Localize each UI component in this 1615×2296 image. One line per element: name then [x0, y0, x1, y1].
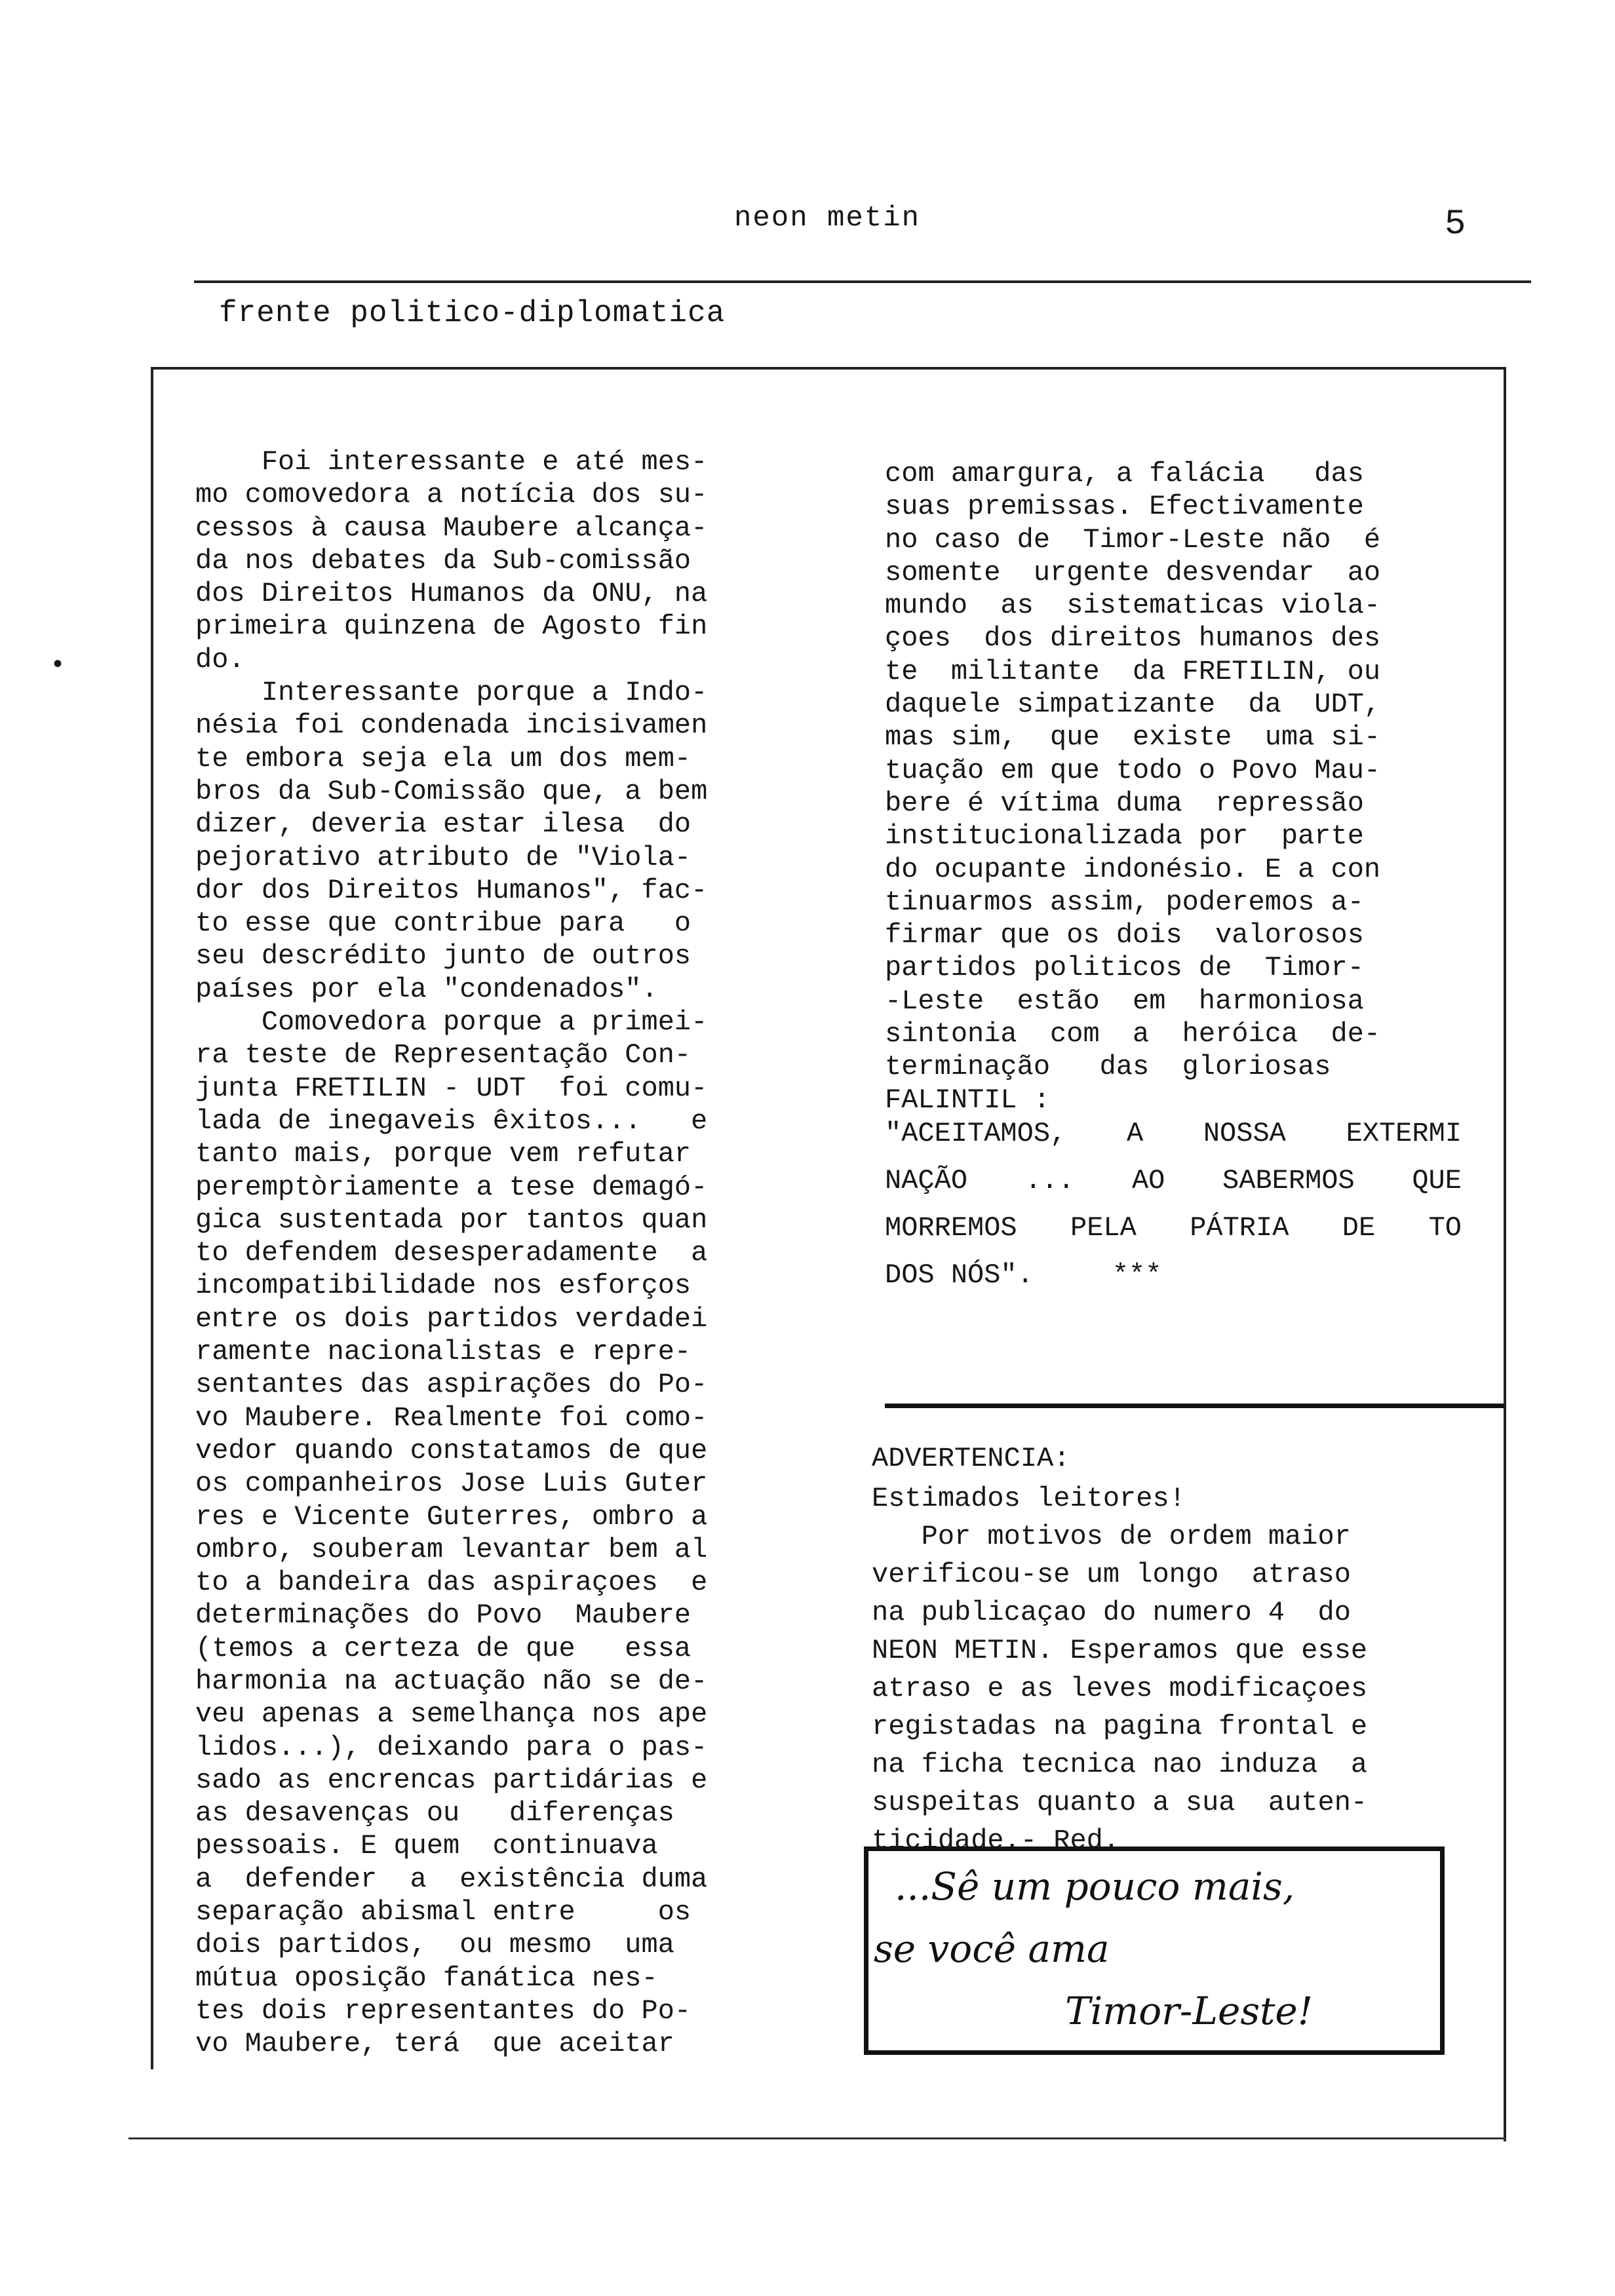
text-line: a defender a existência duma	[195, 1863, 708, 1895]
text-line: separação abismal entre os	[195, 1896, 691, 1928]
text-line: mundo as sistematicas viola-	[885, 590, 1381, 622]
text-line: países por ela "condenados".	[195, 973, 658, 1005]
section-divider	[885, 1404, 1504, 1408]
text-line: FALINTIL :	[885, 1084, 1051, 1116]
text-line: pessoais. E quem continuava	[195, 1830, 658, 1862]
notice-line: na ficha tecnica nao induza a	[872, 1749, 1368, 1780]
text-line: res e Vicente Guterres, ombro a	[195, 1501, 708, 1533]
right-article-column	[885, 457, 1462, 1117]
text-line: com amargura, a falácia das	[885, 458, 1364, 489]
text-line: determinações do Povo Maubere	[195, 1599, 691, 1632]
text-line: ra teste de Representação Con-	[195, 1039, 691, 1071]
text-line: te militante da FRETILIN, ou	[885, 655, 1381, 687]
text-line: do ocupante indonésio. E a con	[885, 853, 1381, 885]
text-line: nésia foi condenada incisivamen	[195, 710, 708, 742]
falintil-quote	[885, 1110, 1462, 1299]
text-line: cessos à causa Maubere alcança-	[195, 512, 708, 544]
quote-word: "ACEITAMOS,	[885, 1118, 1067, 1149]
text-line: do.	[195, 643, 245, 676]
text-line: junta FRETILIN - UDT foi comu-	[195, 1072, 708, 1104]
frame-top-border	[151, 367, 1506, 370]
handwritten-slogan-box	[864, 1846, 1445, 2055]
frame-bottom-border	[128, 2137, 1506, 2139]
text-line: to defendem desesperadamente a	[195, 1237, 708, 1269]
quote-word: EXTERMI	[1346, 1118, 1462, 1149]
text-line: peremptòriamente a tese demagó-	[195, 1171, 708, 1203]
text-line: sentantes das aspirações do Po-	[195, 1369, 708, 1401]
quote-word: SABERMOS	[1222, 1165, 1355, 1196]
text-line: dor dos Direitos Humanos", fac-	[195, 874, 708, 906]
notice-body	[872, 1480, 1462, 1860]
text-line: somente urgente desvendar ao	[885, 556, 1381, 588]
left-article-column	[195, 446, 825, 2061]
text-line: (temos a certeza de que essa	[195, 1632, 691, 1664]
text-line: bere é vítima duma repressão	[885, 787, 1364, 819]
notice-line: registadas na pagina frontal e	[872, 1711, 1368, 1742]
handwritten-line: se você ama	[874, 1926, 1110, 1971]
quote-word: DOS NÓS".	[885, 1259, 1034, 1291]
notice-line: na publicaçao do numero 4 do	[872, 1597, 1351, 1628]
text-line: os companheiros Jose Luis Guter	[195, 1468, 708, 1500]
text-line: dos Direitos Humanos da ONU, na	[195, 578, 708, 610]
text-line: firmar que os dois valorosos	[885, 919, 1364, 951]
quote-word: DE	[1342, 1212, 1376, 1244]
text-line: daquele simpatizante da UDT,	[885, 689, 1381, 721]
quote-word: QUE	[1412, 1165, 1462, 1196]
text-line: partidos politicos de Timor-	[885, 952, 1364, 984]
header-rule	[194, 280, 1531, 283]
text-line: sintonia com a heróica de-	[885, 1018, 1381, 1050]
text-line: mútua oposição fanática nes-	[195, 1962, 658, 1994]
frame-left-border	[151, 367, 153, 2069]
text-line: te embora seja ela um dos mem-	[195, 742, 691, 775]
quote-line	[885, 1204, 1462, 1252]
text-line: sado as encrencas partidárias e	[195, 1764, 708, 1796]
text-line: vo Maubere, terá que aceitar	[195, 2028, 674, 2060]
quote-word: NOSSA	[1203, 1118, 1286, 1149]
text-line: bros da Sub-Comissão que, a bem	[195, 775, 708, 807]
text-line: gica sustentada por tantos quan	[195, 1204, 708, 1236]
text-line: vedor quando constatamos de que	[195, 1434, 708, 1466]
text-line: tanto mais, porque vem refutar	[195, 1138, 691, 1170]
page-number: 5	[1445, 204, 1466, 244]
text-line: vo Maubere. Realmente foi como-	[195, 1402, 708, 1434]
notice-line: suspeitas quanto a sua auten-	[872, 1787, 1368, 1818]
text-line: -Leste estão em harmoniosa	[885, 985, 1364, 1017]
text-line: Foi interessante e até mes-	[195, 446, 708, 478]
text-line: lidos...), deixando para o pas-	[195, 1731, 708, 1763]
quote-line	[885, 1252, 1462, 1299]
quote-word: ...	[1024, 1165, 1075, 1196]
text-line: ombro, souberam levantar bem al	[195, 1533, 708, 1565]
quote-word: TO	[1428, 1212, 1462, 1244]
text-line: as desavenças ou diferenças	[195, 1797, 674, 1829]
text-line: mo comovedora a notícia dos su-	[195, 479, 708, 511]
notice-line: Por motivos de ordem maior	[872, 1521, 1351, 1552]
text-line: primeira quinzena de Agosto fin	[195, 611, 708, 643]
text-line: Comovedora porque a primei-	[195, 1006, 708, 1039]
text-line: çoes dos direitos humanos des	[885, 622, 1381, 655]
notice-line: verificou-se um longo atraso	[872, 1559, 1351, 1590]
text-line: harmonia na actuação não se de-	[195, 1665, 708, 1697]
text-line: tes dois representantes do Po-	[195, 1995, 691, 2027]
text-line: pejorativo atributo de "Viola-	[195, 841, 691, 873]
text-line: da nos debates da Sub-comissão	[195, 545, 691, 577]
text-line: lada de inegaveis êxitos... e	[195, 1105, 708, 1137]
text-line: tuação em que todo o Povo Mau-	[885, 754, 1381, 786]
text-line: terminação das gloriosas	[885, 1051, 1331, 1083]
quote-word: MORREMOS	[885, 1212, 1017, 1244]
text-line: no caso de Timor-Leste não é	[885, 524, 1381, 556]
quote-word: NAÇÃO	[885, 1165, 968, 1196]
margin-mark: •	[50, 651, 66, 681]
text-line: mas sim, que existe uma si-	[885, 721, 1381, 754]
text-line: seu descrédito junto de outros	[195, 940, 691, 972]
section-title: frente politico-diplomatica	[219, 296, 726, 330]
quote-word: AO	[1131, 1165, 1165, 1196]
quote-word: PELA	[1070, 1212, 1137, 1244]
text-line: suas premissas. Efectivamente	[885, 491, 1364, 523]
quote-line	[885, 1157, 1462, 1204]
end-stars: ***	[1112, 1259, 1162, 1291]
frame-right-border	[1504, 367, 1506, 2141]
text-line: incompatibilidade nos esforços	[195, 1270, 691, 1302]
notice-title: ADVERTENCIA:	[872, 1443, 1070, 1474]
text-line: tinuarmos assim, poderemos a-	[885, 886, 1364, 918]
text-line: ramente nacionalistas e repre-	[195, 1336, 691, 1368]
text-line: Interessante porque a Indo-	[195, 677, 708, 709]
quote-word: A	[1126, 1118, 1144, 1149]
handwritten-line: Timor-Leste!	[1065, 1989, 1313, 2033]
handwritten-line: ...Sê um pouco mais,	[895, 1864, 1295, 1909]
text-line: dois partidos, ou mesmo uma	[195, 1929, 674, 1961]
notice-line: atraso e as leves modificaçoes	[872, 1673, 1368, 1704]
text-line: dizer, deveria estar ilesa do	[195, 809, 691, 841]
quote-line	[885, 1110, 1462, 1157]
text-line: institucionalizada por parte	[885, 820, 1364, 852]
header-title: neon metin	[734, 202, 921, 235]
notice-line: ticidade.- Red.	[872, 1825, 1120, 1856]
text-line: entre os dois partidos verdadei	[195, 1303, 708, 1335]
text-line: veu apenas a semelhança nos ape	[195, 1698, 708, 1731]
quote-word: PÁTRIA	[1190, 1212, 1289, 1244]
notice-line: NEON METIN. Esperamos que esse	[872, 1635, 1368, 1666]
notice-line: Estimados leitores!	[872, 1483, 1186, 1514]
text-line: to esse que contribue para o	[195, 908, 691, 940]
text-line: to a bandeira das aspiraçoes e	[195, 1567, 708, 1599]
